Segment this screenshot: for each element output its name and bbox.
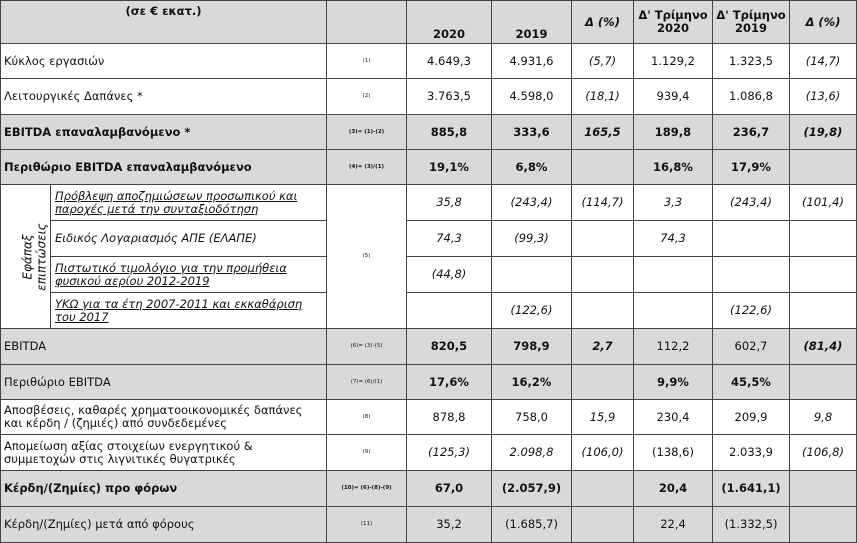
header-formula [327, 1, 407, 44]
cell-delta: (114,7) [572, 185, 634, 221]
one-off-effects-label [1, 185, 51, 329]
cell-q-delta: (13,6) [790, 79, 857, 115]
cell-2019: 758,0 [492, 400, 572, 435]
header-delta: Δ (%) [572, 1, 634, 44]
cell-q2020: 230,4 [634, 400, 713, 435]
cell-q-delta [790, 507, 857, 543]
cell-2020: 4.649,3 [407, 44, 492, 79]
cell-q2020: 16,8% [634, 150, 713, 185]
cell-delta: 2,7 [572, 329, 634, 365]
row-ebitda [1, 329, 857, 365]
cell-q2019: 1.323,5 [713, 44, 790, 79]
cell-delta [572, 150, 634, 185]
cell-q2019: (122,6) [713, 293, 790, 329]
cell-q-delta: (14,7) [790, 44, 857, 79]
cell-2019: (1.685,7) [492, 507, 572, 543]
row-recurring-ebitda-margin [1, 150, 857, 185]
row-label: Κέρδη/(Ζημίες) μετά από φόρους [1, 507, 327, 543]
row-label: EBITDA [1, 329, 327, 365]
row-label: Πρόβλεψη αποζημιώσεων προσωπικού και παροχές μετά την συνταξιοδότηση [51, 185, 327, 221]
cell-q-delta [790, 257, 857, 293]
cell-q2020: 22,4 [634, 507, 713, 543]
cell-delta [572, 507, 634, 543]
cell-2020: 67,0 [407, 471, 492, 507]
cell-q-delta [790, 221, 857, 257]
cell-delta [572, 471, 634, 507]
cell-q2020: 9,9% [634, 365, 713, 400]
row-formula: (1) [327, 44, 407, 79]
cell-q2019: (243,4) [713, 185, 790, 221]
row-formula: (9) [327, 435, 407, 471]
row-profit-before-tax [1, 471, 857, 507]
cell-2019: (122,6) [492, 293, 572, 329]
cell-q2019: (1.641,1) [713, 471, 790, 507]
row-effect-gas-credit-note [1, 257, 857, 293]
row-label: Λειτουργικές Δαπάνες * [1, 79, 327, 115]
cell-2019: 2.098,8 [492, 435, 572, 471]
header-q-delta: Δ (%) [790, 1, 857, 44]
cell-delta: (5,7) [572, 44, 634, 79]
cell-2020: 19,1% [407, 150, 492, 185]
row-label: Ειδικός Λογαριασμός ΑΠΕ (ΕΛΑΠΕ) [51, 221, 327, 257]
cell-q-delta [790, 365, 857, 400]
cell-q-delta: (19,8) [790, 115, 857, 150]
cell-q2020: 20,4 [634, 471, 713, 507]
cell-delta: 15,9 [572, 400, 634, 435]
row-formula: (10)= (6)-(8)-(9) [327, 471, 407, 507]
row-effect-elape [1, 221, 857, 257]
row-effect-pso [1, 293, 857, 329]
one-off-label-line2: επιπτώσεις [34, 222, 49, 291]
cell-2020: 3.763,5 [407, 79, 492, 115]
cell-2019: 4.598,0 [492, 79, 572, 115]
cell-q2020 [634, 293, 713, 329]
cell-2019: 16,2% [492, 365, 572, 400]
row-formula: (2) [327, 79, 407, 115]
header-q4-2020: Δ' Τρίμηνο 2020 [634, 1, 713, 44]
cell-q2020: 112,2 [634, 329, 713, 365]
row-label: Περιθώριο EBITDA [1, 365, 327, 400]
cell-q2020: 74,3 [634, 221, 713, 257]
row-operating-expenses [1, 79, 857, 115]
header-2020: 2020 [407, 1, 492, 44]
row-depreciation [1, 400, 857, 435]
row-turnover [1, 44, 857, 79]
cell-delta: 165,5 [572, 115, 634, 150]
row-impairment [1, 435, 857, 471]
row-label: Κέρδη/(Ζημίες) προ φόρων [1, 471, 327, 507]
cell-2019 [492, 257, 572, 293]
cell-2020: 74,3 [407, 221, 492, 257]
cell-delta [572, 365, 634, 400]
cell-2019: 333,6 [492, 115, 572, 150]
header-title: (σε € εκατ.) [1, 1, 327, 44]
cell-delta [572, 257, 634, 293]
cell-2019: (243,4) [492, 185, 572, 221]
cell-q2019: 209,9 [713, 400, 790, 435]
cell-2020 [407, 293, 492, 329]
row-formula: (6)= (3)-(5) [327, 329, 407, 365]
cell-q2020 [634, 257, 713, 293]
row-formula: (8) [327, 400, 407, 435]
cell-delta: (106,0) [572, 435, 634, 471]
cell-q-delta [790, 471, 857, 507]
cell-2020: 35,2 [407, 507, 492, 543]
cell-q2020: (138,6) [634, 435, 713, 471]
cell-q-delta: (101,4) [790, 185, 857, 221]
cell-delta [572, 221, 634, 257]
cell-q-delta [790, 293, 857, 329]
cell-2020: 885,8 [407, 115, 492, 150]
cell-delta: (18,1) [572, 79, 634, 115]
one-off-label-line1: Εφάπαξ [20, 233, 35, 280]
cell-2020: (44,8) [407, 257, 492, 293]
row-effect-staff-compensation [1, 185, 857, 221]
row-ebitda-margin [1, 365, 857, 400]
cell-q2020: 939,4 [634, 79, 713, 115]
cell-q2019: 236,7 [713, 115, 790, 150]
cell-q2019: 602,7 [713, 329, 790, 365]
row-label: Απομείωση αξίας στοιχείων ενεργητικού & συμμετοχών στις λιγνιτικές θυγατρικές [1, 435, 327, 471]
cell-q2019: 17,9% [713, 150, 790, 185]
cell-2019: (2.057,9) [492, 471, 572, 507]
cell-q-delta [790, 150, 857, 185]
cell-q2019 [713, 221, 790, 257]
row-label: Κύκλος εργασιών [1, 44, 327, 79]
cell-q2019 [713, 257, 790, 293]
row-recurring-ebitda [1, 115, 857, 150]
header-2019: 2019 [492, 1, 572, 44]
table-header-row [1, 1, 857, 44]
cell-q2019: 45,5% [713, 365, 790, 400]
cell-2020: 820,5 [407, 329, 492, 365]
row-formula: (5) [327, 185, 407, 329]
row-label: Πιστωτικό τιμολόγιο για την προμήθεια φυσικού αερίου 2012-2019 [51, 257, 327, 293]
cell-2020: (125,3) [407, 435, 492, 471]
row-label: ΥΚΩ για τα έτη 2007-2011 και εκκαθάριση του 2017 [51, 293, 327, 329]
row-label: Αποσβέσεις, καθαρές χρηματοοικονομικές δαπάνες και κέρδη / (ζημιές) από συνδεδεμένες [1, 400, 327, 435]
header-q4-2019: Δ' Τρίμηνο 2019 [713, 1, 790, 44]
cell-2020: 878,8 [407, 400, 492, 435]
row-profit-after-tax [1, 507, 857, 543]
row-label: Περιθώριο EBITDA επαναλαμβανόμενο [1, 150, 327, 185]
cell-q2019: 2.033,9 [713, 435, 790, 471]
cell-q2020: 3,3 [634, 185, 713, 221]
cell-q2020: 1.129,2 [634, 44, 713, 79]
row-formula: (11) [327, 507, 407, 543]
cell-q2019: (1.332,5) [713, 507, 790, 543]
cell-q2019: 1.086,8 [713, 79, 790, 115]
cell-q-delta: 9,8 [790, 400, 857, 435]
cell-delta [572, 293, 634, 329]
cell-2019: 4.931,6 [492, 44, 572, 79]
row-formula: (7)= (6)/(1) [327, 365, 407, 400]
row-label: EBITDA επαναλαμβανόμενο * [1, 115, 327, 150]
row-formula: (4)= (3)/(1) [327, 150, 407, 185]
row-formula: (3)= (1)-(2) [327, 115, 407, 150]
cell-2019: 6,8% [492, 150, 572, 185]
cell-2020: 35,8 [407, 185, 492, 221]
cell-q-delta: (106,8) [790, 435, 857, 471]
cell-2020: 17,6% [407, 365, 492, 400]
cell-q-delta: (81,4) [790, 329, 857, 365]
cell-2019: 798,9 [492, 329, 572, 365]
cell-q2020: 189,8 [634, 115, 713, 150]
cell-2019: (99,3) [492, 221, 572, 257]
